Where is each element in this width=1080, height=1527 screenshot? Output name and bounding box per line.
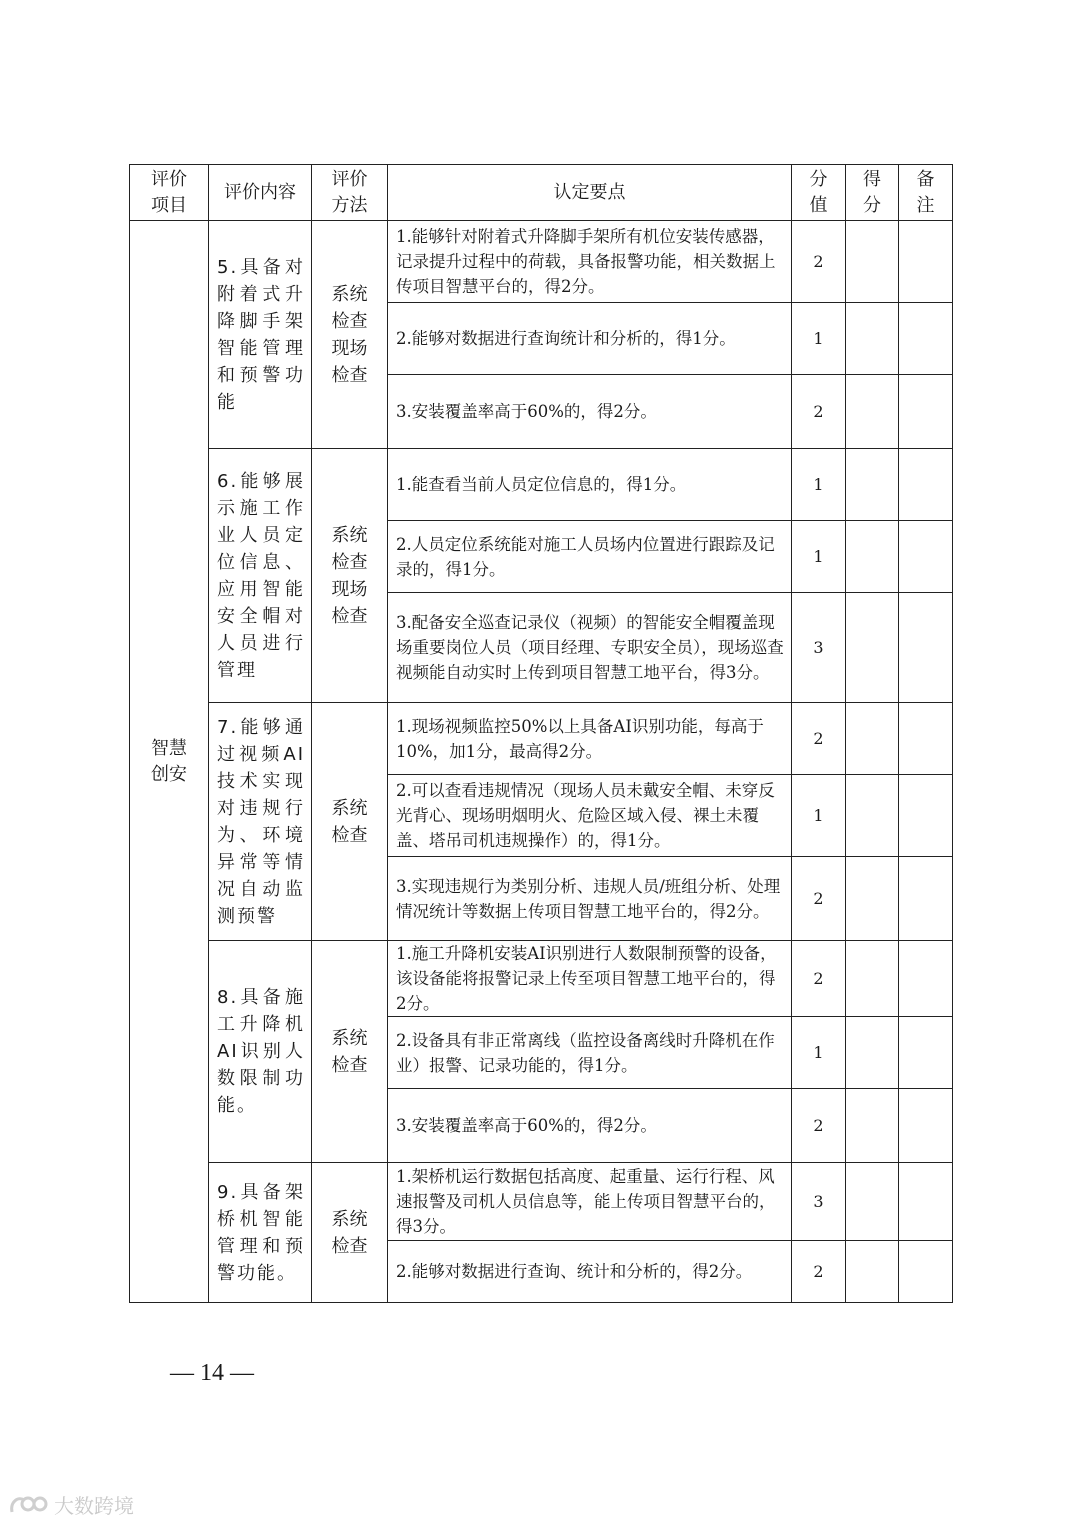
earned-score-cell[interactable] bbox=[846, 1241, 899, 1303]
header-got: 得 分 bbox=[846, 165, 899, 221]
criteria-point-cell: 1.架桥机运行数据包括高度、起重量、运行行程、风速报警及司机人员信息等，能上传项目智慧平台的，得3分。 bbox=[388, 1163, 792, 1241]
criteria-point-cell: 2.可以查看违规情况（现场人员未戴安全帽、未穿反光背心、现场明烟明火、危险区域入侵、裸土未覆盖、塔吊司机违规操作）的，得1分。 bbox=[388, 775, 792, 857]
evaluation-content-cell: 8.具备施工升降机AI识别人数限制功能。 bbox=[209, 941, 312, 1163]
remark-cell[interactable] bbox=[899, 1017, 953, 1089]
remark-cell[interactable] bbox=[899, 375, 953, 449]
header-remark: 备 注 bbox=[899, 165, 953, 221]
earned-score-cell[interactable] bbox=[846, 775, 899, 857]
table-row bbox=[130, 703, 953, 775]
header-item: 评价 项目 bbox=[130, 165, 209, 221]
table-row bbox=[130, 221, 953, 303]
criteria-point-cell: 3.安装覆盖率高于60%的，得2分。 bbox=[388, 1089, 792, 1163]
remark-cell[interactable] bbox=[899, 303, 953, 375]
watermark-text: 大数跨境 bbox=[54, 1494, 134, 1518]
earned-score-cell[interactable] bbox=[846, 857, 899, 941]
score-cell: 1 bbox=[792, 521, 846, 593]
page-number: — 14 — bbox=[170, 1360, 254, 1386]
score-cell: 2 bbox=[792, 1089, 846, 1163]
earned-score-cell[interactable] bbox=[846, 303, 899, 375]
header-method: 评价 方法 bbox=[312, 165, 388, 221]
score-cell: 2 bbox=[792, 221, 846, 303]
evaluation-method-cell: 系统 检查 bbox=[312, 941, 388, 1163]
header-points: 认定要点 bbox=[388, 165, 792, 221]
remark-cell[interactable] bbox=[899, 593, 953, 703]
evaluation-method-cell: 系统 检查 bbox=[312, 703, 388, 941]
criteria-point-cell: 3.安装覆盖率高于60%的，得2分。 bbox=[388, 375, 792, 449]
header-content: 评价内容 bbox=[209, 165, 312, 221]
score-cell: 2 bbox=[792, 941, 846, 1017]
score-cell: 1 bbox=[792, 775, 846, 857]
evaluation-content-cell: 9.具备架桥机智能管理和预警功能。 bbox=[209, 1163, 312, 1303]
remark-cell[interactable] bbox=[899, 521, 953, 593]
criteria-point-cell: 2.能够对数据进行查询、统计和分析的，得2分。 bbox=[388, 1241, 792, 1303]
remark-cell[interactable] bbox=[899, 221, 953, 303]
earned-score-cell[interactable] bbox=[846, 593, 899, 703]
earned-score-cell[interactable] bbox=[846, 375, 899, 449]
criteria-point-cell: 2.人员定位系统能对施工人员场内位置进行跟踪及记录的，得1分。 bbox=[388, 521, 792, 593]
table-row bbox=[130, 941, 953, 1017]
evaluation-method-cell: 系统 检查 现场 检查 bbox=[312, 221, 388, 449]
evaluation-method-cell: 系统 检查 bbox=[312, 1163, 388, 1303]
remark-cell[interactable] bbox=[899, 1163, 953, 1241]
remark-cell[interactable] bbox=[899, 1089, 953, 1163]
score-cell: 2 bbox=[792, 1241, 846, 1303]
earned-score-cell[interactable] bbox=[846, 703, 899, 775]
remark-cell[interactable] bbox=[899, 775, 953, 857]
watermark bbox=[8, 1490, 134, 1519]
evaluation-content-cell: 6.能够展示施工作业人员定位信息、应用智能安全帽对人员进行管理 bbox=[209, 449, 312, 703]
earned-score-cell[interactable] bbox=[846, 1089, 899, 1163]
remark-cell[interactable] bbox=[899, 703, 953, 775]
score-cell: 3 bbox=[792, 593, 846, 703]
criteria-point-cell: 3.配备安全巡查记录仪（视频）的智能安全帽覆盖现场重要岗位人员（项目经理、专职安全员），现场巡查视频能自动实时上传到项目智慧工地平台，得3分。 bbox=[388, 593, 792, 703]
earned-score-cell[interactable] bbox=[846, 1017, 899, 1089]
table-row bbox=[130, 1163, 953, 1241]
brand-logo-icon bbox=[8, 1492, 48, 1518]
header-score: 分 值 bbox=[792, 165, 846, 221]
earned-score-cell[interactable] bbox=[846, 221, 899, 303]
score-cell: 2 bbox=[792, 857, 846, 941]
score-cell: 3 bbox=[792, 1163, 846, 1241]
score-cell: 2 bbox=[792, 703, 846, 775]
remark-cell[interactable] bbox=[899, 449, 953, 521]
table-row bbox=[130, 449, 953, 521]
criteria-point-cell: 1.能够针对附着式升降脚手架所有机位安装传感器，记录提升过程中的荷载，具备报警功能，相关数据上传项目智慧平台的，得2分。 bbox=[388, 221, 792, 303]
category-cell bbox=[130, 221, 209, 1303]
evaluation-content-cell: 5.具备对附着式升降脚手架智能管理和预警功能 bbox=[209, 221, 312, 449]
score-cell: 1 bbox=[792, 1017, 846, 1089]
criteria-point-cell: 1.能查看当前人员定位信息的，得1分。 bbox=[388, 449, 792, 521]
remark-cell[interactable] bbox=[899, 1241, 953, 1303]
earned-score-cell[interactable] bbox=[846, 941, 899, 1017]
criteria-point-cell: 1.施工升降机安装AI识别进行人数限制预警的设备，该设备能将报警记录上传至项目智慧工地平台的，得2分。 bbox=[388, 941, 792, 1017]
score-cell: 1 bbox=[792, 449, 846, 521]
earned-score-cell[interactable] bbox=[846, 1163, 899, 1241]
table-body bbox=[130, 221, 953, 1303]
remark-cell[interactable] bbox=[899, 941, 953, 1017]
criteria-point-cell: 1.现场视频监控50%以上具备AI识别功能，每高于10%，加1分，最高得2分。 bbox=[388, 703, 792, 775]
evaluation-table bbox=[129, 164, 953, 1303]
criteria-point-cell: 3.实现违规行为类别分析、违规人员/班组分析、处理情况统计等数据上传项目智慧工地平台的，得2分。 bbox=[388, 857, 792, 941]
evaluation-content-cell: 7.能够通过视频AI技术实现对违规行为、环境异常等情况自动监测预警 bbox=[209, 703, 312, 941]
criteria-point-cell: 2.设备具有非正常离线（监控设备离线时升降机在作业）报警、记录功能的，得1分。 bbox=[388, 1017, 792, 1089]
earned-score-cell[interactable] bbox=[846, 449, 899, 521]
evaluation-method-cell: 系统 检查 现场 检查 bbox=[312, 449, 388, 703]
category-text: 智慧 创安 bbox=[151, 737, 187, 785]
criteria-point-cell: 2.能够对数据进行查询统计和分析的，得1分。 bbox=[388, 303, 792, 375]
score-cell: 1 bbox=[792, 303, 846, 375]
score-cell: 2 bbox=[792, 375, 846, 449]
remark-cell[interactable] bbox=[899, 857, 953, 941]
table-header-row bbox=[130, 165, 953, 221]
earned-score-cell[interactable] bbox=[846, 521, 899, 593]
